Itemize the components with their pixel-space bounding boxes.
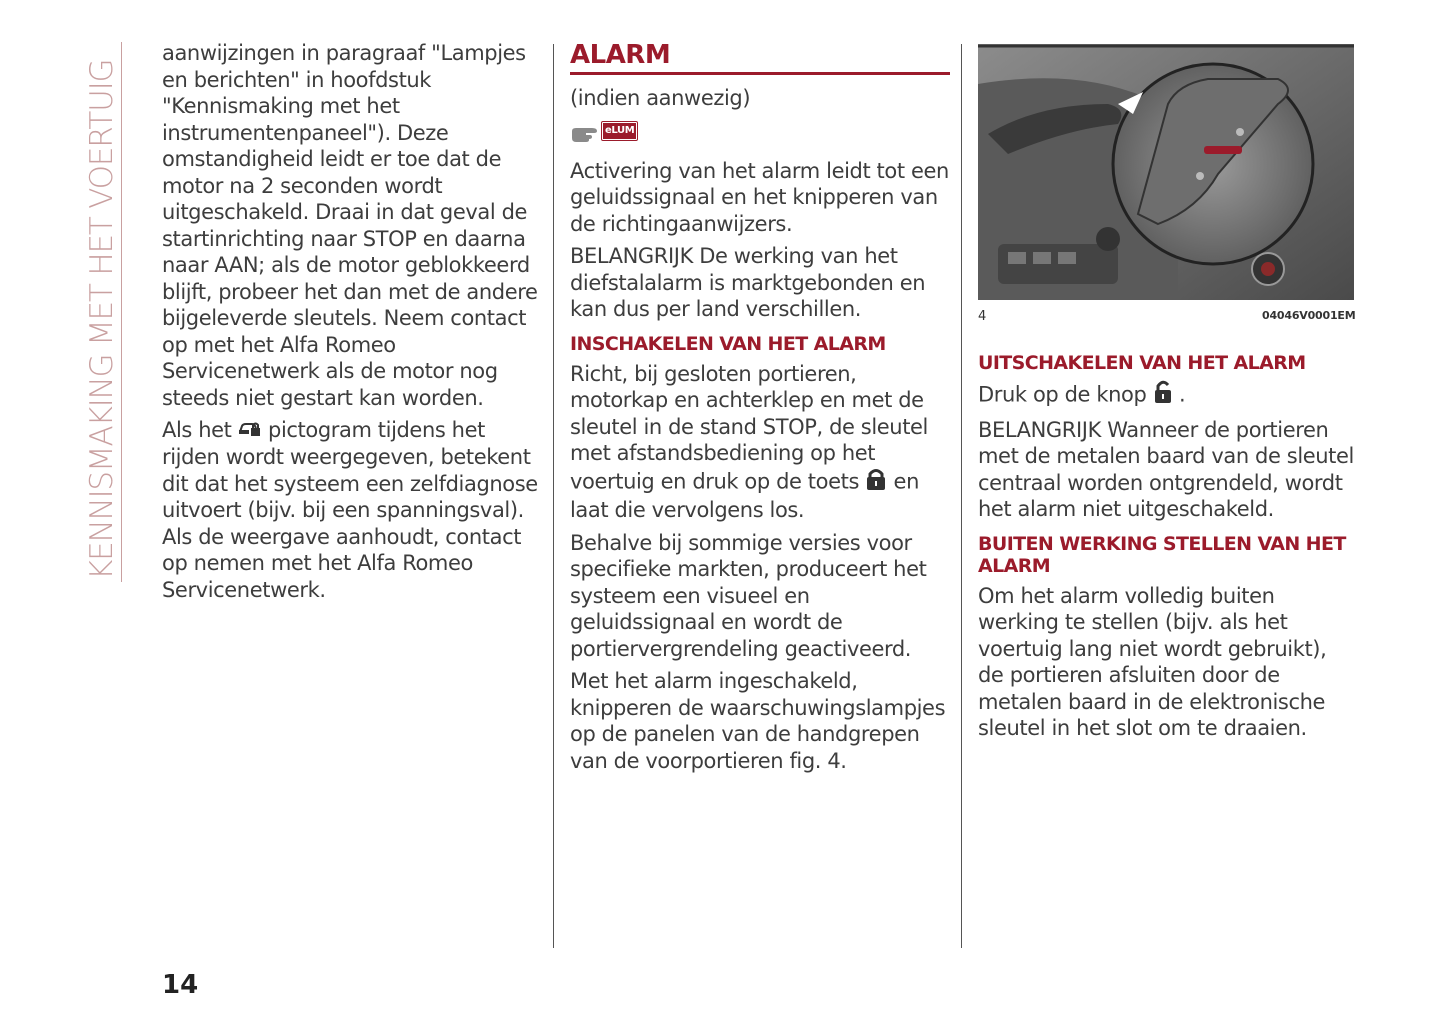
unlock-icon bbox=[1153, 380, 1173, 411]
inschakelen-paragraph-3: Met het alarm ingeschakeld, knipperen de waarschuwingslampjes op de panelen van de handgrepen van de voorportieren fig. 4. bbox=[570, 669, 946, 773]
uitschakelen-p1-before: Druk op de knop bbox=[978, 382, 1147, 407]
col1-paragraph-1: aanwijzingen in paragraaf "Lampjes en berichten" in hoofdstuk "Kennismaking met het instrumentenpaneel"). Deze omstandigheid leidt er toe dat de motor na 2 seconden wordt uitgeschakeld. Draai in dat geval de startinrichting naar STOP en daarna naar AAN; als de motor geblokkeerd blijft, probeer het dan met de andere bijgeleverde sleutels. Neem contact op met het Alfa Romeo Servicenetwerk als de motor nog steeds niet gestart kan worden. bbox=[162, 41, 538, 410]
chapter-title-text: KENNISMAKING MET HET VOERTUIG bbox=[84, 59, 120, 580]
uitschakelen-paragraph-2: BELANGRIJK Wanneer de portieren met de metalen baard van de sleutel centraal worden ontgrendeld, wordt het alarm niet uitgeschakeld. bbox=[978, 417, 1354, 521]
column-3 bbox=[978, 352, 1354, 748]
version-icons bbox=[570, 118, 950, 144]
column-2 bbox=[570, 40, 950, 780]
buiten-werking-heading: BUITEN WERKING STELLEN VAN HET ALARM bbox=[978, 532, 1346, 577]
elum-badge: eLUM bbox=[602, 122, 637, 140]
inschakelen-heading: INSCHAKELEN VAN HET ALARM bbox=[570, 332, 886, 355]
alarm-paragraph-1: Activering van het alarm leidt tot een geluidssignaal en het knipperen van de richtingaanwijzers. bbox=[570, 158, 949, 236]
uitschakelen-p1-after: . bbox=[1178, 382, 1186, 407]
alarm-paragraph-2: BELANGRIJK De werking van het diefstalalarm is marktgebonden en kan dus per land verschillen. bbox=[570, 244, 926, 321]
inschakelen-p1-after: en laat die vervolgens los. bbox=[570, 468, 919, 522]
side-title-rule bbox=[121, 42, 122, 582]
column-separator-1 bbox=[553, 44, 554, 948]
alarm-subtitle: (indien aanwezig) bbox=[570, 86, 751, 110]
inschakelen-paragraph-2: Behalve bij sommige versies voor specifieke markten, produceert het systeem een visueel en geluidssignaal en wordt de portiervergrendeling geactiveerd. bbox=[570, 530, 927, 661]
col1-paragraph-2 bbox=[162, 417, 540, 603]
chapter-side-title bbox=[84, 40, 124, 585]
inschakelen-p1-before: Richt, bij gesloten portieren, motorkap en achterklep en met de sleutel in de stand STOP, de sleutel met afstandsbediening op het voertuig en druk op de toets bbox=[570, 361, 928, 493]
buiten-werking-paragraph: Om het alarm volledig buiten werking te stellen (bijv. als het voertuig lang niet wordt gebruikt), de portieren afsluiten door de metalen baard in de elektronische sleutel in het slot om te draaien. bbox=[978, 583, 1327, 740]
pointing-hand-icon bbox=[570, 123, 598, 139]
figure-code: 04046V0001EM bbox=[1262, 309, 1356, 322]
column-separator-2 bbox=[961, 44, 962, 948]
alarm-heading: ALARM bbox=[570, 40, 950, 75]
col1-p2-before: Als het bbox=[162, 418, 232, 442]
col1-p2-after: pictogram tijdens het rijden wordt weergegeven, betekent dit dat het systeem een zelfdiagnose uitvoert (bijv. bij een spanningsval). Als de weergave aanhoudt, contact op nemen met het Alfa Romeo Servicenetwerk. bbox=[162, 418, 538, 602]
lock-icon bbox=[865, 467, 887, 498]
column-1 bbox=[162, 40, 540, 609]
uitschakelen-paragraph-1 bbox=[978, 380, 1354, 411]
page-number: 14 bbox=[162, 970, 199, 1000]
inschakelen-paragraph-1 bbox=[570, 361, 950, 524]
door-handle-figure bbox=[978, 44, 1354, 300]
figure-number: 4 bbox=[978, 309, 987, 324]
uitschakelen-heading: UITSCHAKELEN VAN HET ALARM bbox=[978, 352, 1306, 374]
car-lock-diagnostic-icon bbox=[238, 418, 262, 445]
